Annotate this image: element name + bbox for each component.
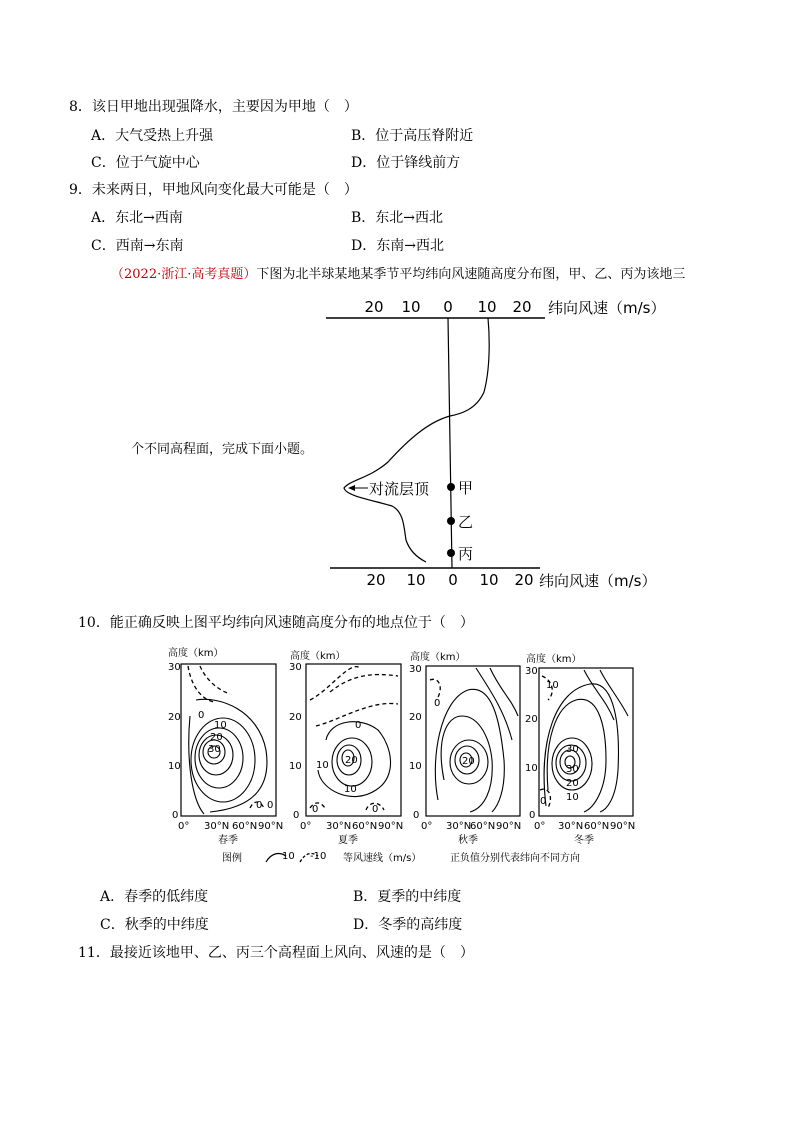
winter-label-10: 10 [546,680,559,691]
summer-label-0: 0 [355,720,362,731]
top-tick-10-right: 10 [477,298,497,316]
spring-xtick-90: 90°N [258,821,284,832]
q8-option-d: D．位于锋线前方 [351,155,461,171]
legend-note: 正负值分别代表纬向不同方向 [450,853,580,864]
zero-line [448,318,452,568]
autumn-label-0: 0 [434,698,441,709]
winter-ylabel: 高度（km） [526,654,582,665]
exam-source: （2022·浙江·高考真题） [111,267,257,282]
point-yi-label: 乙 [458,513,474,531]
summer-ytick-10: 10 [289,761,302,772]
spring-caption: 春季 [218,835,238,846]
autumn-caption: 秋季 [458,835,478,846]
autumn-dashed [430,679,440,700]
legend-solid-value: 10 [282,851,295,862]
winter-caption: 冬季 [574,835,594,846]
summer-xtick-90: 90°N [378,821,404,832]
q8-stem: 8．该日甲地出现强降水，主要因为甲地（ ） [69,99,358,115]
winter-ytick-30: 30 [525,666,538,677]
spring-label-30: 30 [208,744,221,755]
winter-xtick-90: 90°N [610,821,636,832]
legend-text: 等风速线（m/s） [343,853,422,864]
point-bing-label: 丙 [458,545,474,563]
spring-ytick-30: 30 [168,662,181,673]
autumn-ytick-30: 30 [409,664,422,675]
intro-continuation: 个不同高程面，完成下面小题。 [131,442,314,457]
spring-xtick-0: 0° [178,821,190,832]
spring-label-0: 0 [198,710,205,721]
q8-option-b: B．位于高压脊附近 [351,128,474,144]
q8-option-a: A．大气受热上升强 [91,128,214,144]
winter-ytick-0: 0 [529,810,536,821]
spring-xtick-30: 30°N [204,821,230,832]
q10-option-a: A．春季的低纬度 [100,889,209,905]
summer-label-10: 10 [316,760,329,771]
q9-option-d: D．东南→西北 [351,238,444,254]
autumn-label-20: 20 [462,756,475,767]
autumn-contours [435,668,518,812]
winter-xtick-60: 60°N [584,821,610,832]
summer-label-20: 20 [345,755,358,766]
spring-label-10: 10 [214,720,227,731]
autumn-xtick-30: 30°N [446,821,472,832]
autumn-ytick-10: 10 [409,761,422,772]
spring-ylabel: 高度（km） [168,648,224,659]
bottom-tick-0: 0 [448,571,458,589]
winter-label-20: 20 [566,778,579,789]
top-tick-0: 0 [443,298,453,316]
q9-option-b: B．东北→西北 [351,210,444,226]
spring-ytick-20: 20 [168,712,181,723]
q9-option-a: A．东北→西南 [91,210,183,226]
intro-line [111,263,685,282]
q8-option-c: C．位于气旋中心 [91,155,200,171]
point-jia [447,483,455,491]
seasonal-contour-figure [0,640,800,870]
summer-ytick-0: 0 [293,810,300,821]
winter-dashed [540,676,552,808]
winter-label-30: 30 [566,744,579,755]
point-bing [447,549,455,557]
autumn-xtick-0: 0° [421,821,433,832]
top-tick-20-left: 20 [364,298,384,316]
autumn-ylabel: 高度（km） [410,652,466,663]
spring-ytick-0: 0 [172,810,179,821]
summer-label-0c: 0 [372,804,379,815]
top-tick-20-right: 20 [512,298,532,316]
q10-stem: 10．能正确反映上图平均纬向风速随高度分布的地点位于（ ） [78,615,474,631]
summer-xtick-60: 60°N [352,821,378,832]
summer-label-10b: 10 [344,784,357,795]
spring-label-0c: 0 [267,800,274,811]
summer-ylabel: 高度（km） [290,651,346,662]
autumn-xtick-60: 60°N [470,821,496,832]
winter-ytick-10: 10 [525,763,538,774]
tropopause-arrowhead [348,485,355,491]
q10-option-c: C．秋季的中纬度 [100,917,209,933]
autumn-ytick-0: 0 [413,810,420,821]
legend-label: 图例 [222,853,242,864]
top-axis-label: 纬向风速（m/s） [548,299,666,317]
bottom-tick-10-right: 10 [479,571,499,589]
q9-stem: 9．未来两日，甲地风向变化最大可能是（ ） [69,182,358,198]
summer-label-0b: 0 [312,804,319,815]
winter-ytick-20: 20 [525,714,538,725]
tropopause-label: 对流层顶 [369,480,430,498]
summer-xtick-30: 30°N [326,821,352,832]
summer-ytick-30: 30 [289,662,302,673]
spring-ytick-10: 10 [168,761,181,772]
autumn-xtick-90: 90°N [496,821,522,832]
bottom-tick-20-left: 20 [366,571,386,589]
winter-label-10b: 10 [566,792,579,803]
spring-xtick-60: 60°N [232,821,258,832]
winter-contours [544,670,628,812]
bottom-tick-20-right: 20 [514,571,534,589]
summer-caption: 夏季 [338,835,358,846]
top-tick-10-left: 10 [401,298,421,316]
wind-profile-chart [0,290,800,600]
winter-label-30b: 30 [566,764,579,775]
autumn-ytick-20: 20 [409,712,422,723]
bottom-tick-10-left: 10 [406,571,426,589]
summer-ytick-20: 20 [289,712,302,723]
q9-option-c: C．西南→东南 [91,238,184,254]
q10-option-d: D．冬季的高纬度 [353,917,463,933]
winter-xtick-0: 0° [534,821,546,832]
legend-dashed-value: -10 [310,851,327,862]
q11-stem: 11．最接近该地甲、乙、丙三个高程面上风向、风速的是（ ） [78,945,474,961]
spring-label-0b: 0 [256,800,263,811]
bottom-axis-label: 纬向风速（m/s） [539,572,657,590]
intro-text: 下图为北半球某地某季节平均纬向风速随高度分布图，甲、乙、丙为该地三 [256,267,686,282]
winter-xtick-30: 30°N [558,821,584,832]
summer-xtick-0: 0° [300,821,312,832]
q10-option-b: B．夏季的中纬度 [353,889,462,905]
spring-label-20: 20 [210,732,223,743]
point-yi [447,517,455,525]
winter-label-0: 0 [540,796,547,807]
point-jia-label: 甲 [458,479,474,497]
